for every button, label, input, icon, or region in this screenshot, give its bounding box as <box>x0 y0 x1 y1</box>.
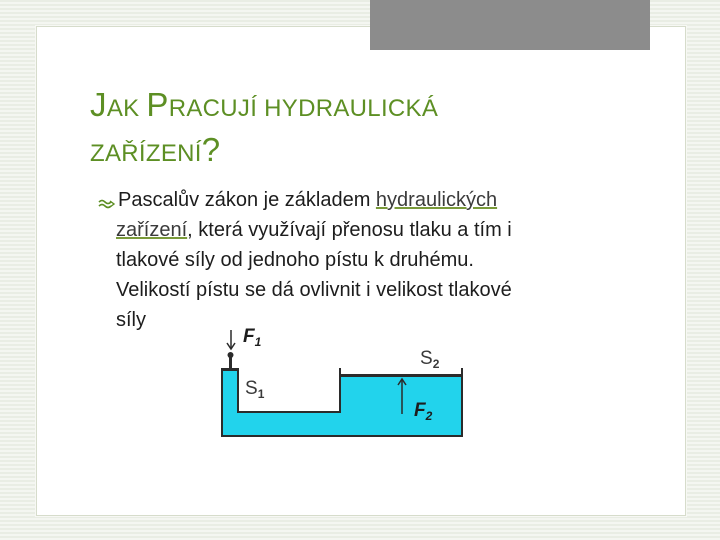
hydraulic-press-diagram <box>218 324 468 438</box>
slide-title <box>90 84 610 174</box>
paragraph-line-1 <box>118 185 608 215</box>
hydraulic-fluid <box>222 370 462 436</box>
title-word-racuji: RACUJÍ HYDRAULICKÁ <box>168 95 439 122</box>
line1-text: Pascalův zákon je základem <box>118 189 376 211</box>
paragraph-line-5: síly <box>116 309 146 331</box>
title-word-ak: AK <box>106 95 147 122</box>
frame-top-bar <box>370 0 650 50</box>
title-initial-j: J <box>90 86 107 123</box>
hydraulic-link[interactable]: hydraulických <box>375 189 498 211</box>
small-piston <box>222 368 238 371</box>
f2-label: $F_2$ <box>414 400 433 423</box>
paragraph-line-3: tlakové síly od jednoho pístu k druhému. <box>116 249 474 271</box>
title-word-zarizeni: ZAŘÍZENÍ <box>90 140 202 167</box>
small-piston-knob <box>228 352 234 358</box>
s1-label: $S_1$ <box>245 378 265 401</box>
line2-text: , která využívají přenosu tlaku a tím i <box>187 219 512 241</box>
large-piston <box>340 374 462 377</box>
wavy-lines-icon <box>98 199 116 209</box>
bullet-paragraph <box>116 185 608 335</box>
paragraph-line-4: Velikostí pístu se dá ovlivnit i velikost tlakové <box>116 279 512 301</box>
devices-link[interactable]: zařízení <box>116 219 188 241</box>
s2-label: $S_2$ <box>420 348 440 371</box>
f1-label: $F_1$ <box>243 326 262 349</box>
title-initial-p: P <box>146 86 169 123</box>
title-question-mark: ? <box>201 131 221 168</box>
paragraph-line-2 <box>116 215 608 245</box>
